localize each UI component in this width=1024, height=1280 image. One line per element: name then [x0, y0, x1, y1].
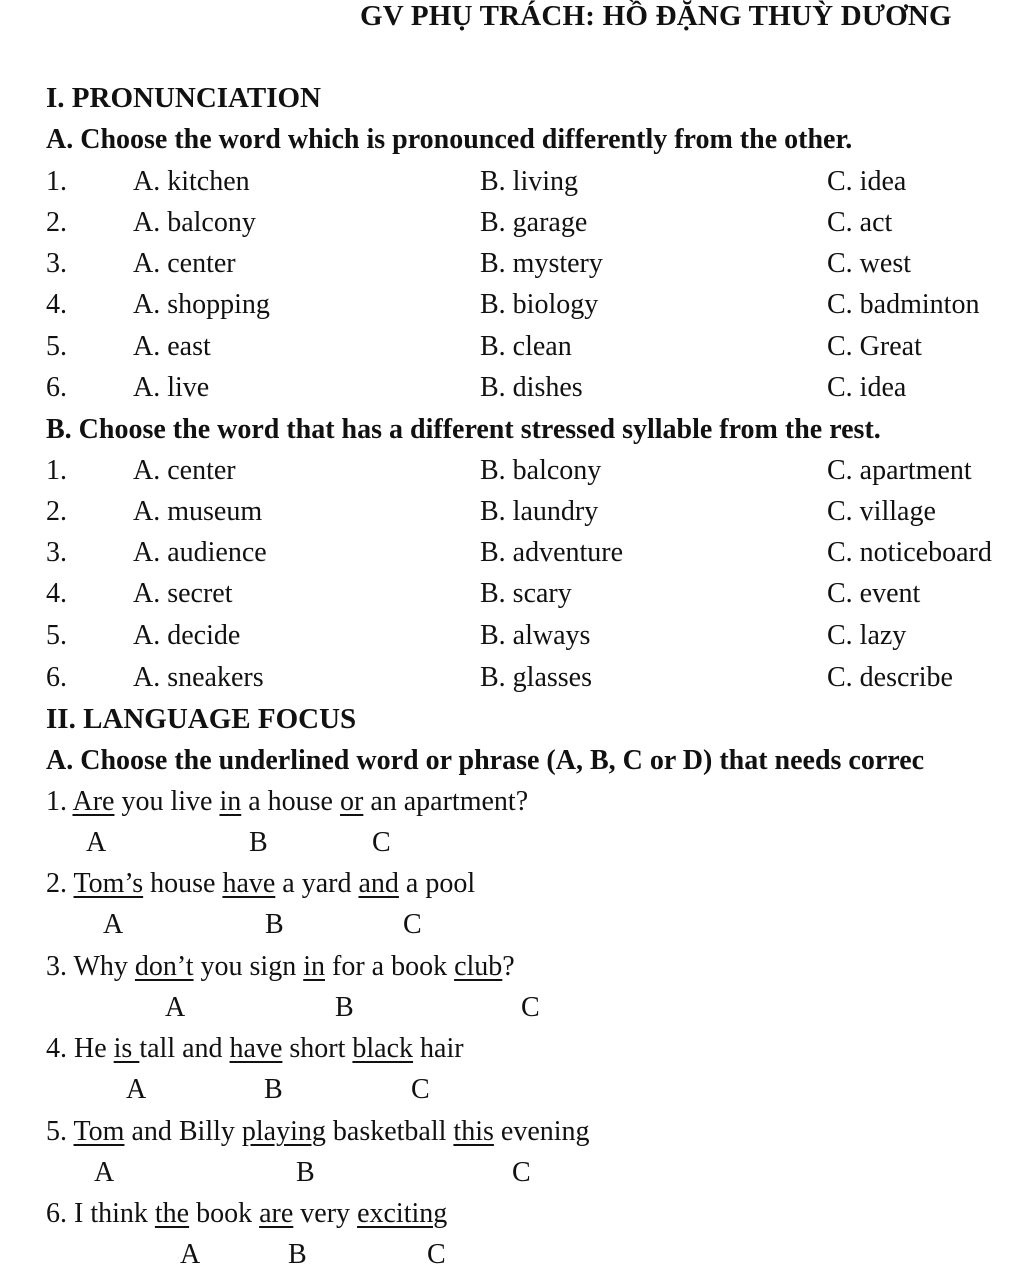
option-b: B. mystery — [480, 248, 603, 279]
option-b: B. scary — [480, 578, 572, 609]
underlined-option-c: club — [454, 951, 503, 982]
sentence-text: house — [143, 868, 223, 899]
row-number: 3. — [46, 537, 67, 568]
option-c: C. event — [827, 578, 921, 609]
label-b: B — [335, 992, 354, 1023]
underlined-option-a: Tom’s — [73, 868, 144, 899]
label-c: C — [411, 1074, 430, 1105]
error-sentence-3 — [46, 953, 515, 981]
sentence-text: 1. — [46, 786, 73, 817]
label-c: C — [403, 909, 422, 940]
option-b: B. balcony — [480, 455, 602, 486]
row-number: 4. — [46, 578, 67, 609]
row-number: 5. — [46, 331, 67, 362]
sentence-text: evening — [493, 1116, 590, 1147]
option-a: A. center — [133, 455, 236, 486]
underlined-option-b: in — [303, 951, 325, 982]
sentence-text: a yard — [275, 868, 359, 899]
option-b: B. laundry — [480, 496, 599, 527]
section-title-language-focus: II. LANGUAGE FOCUS — [46, 703, 357, 735]
option-b: B. living — [480, 166, 579, 197]
underlined-option-a: the — [154, 1198, 190, 1229]
underlined-option-b: have — [222, 868, 276, 899]
option-a: A. center — [133, 248, 236, 279]
sentence-text: an apartment? — [363, 786, 529, 817]
label-a: A — [103, 909, 124, 940]
error-sentence-6 — [46, 1200, 447, 1228]
row-number: 6. — [46, 372, 67, 403]
label-c: C — [521, 992, 540, 1023]
underlined-option-b: have — [229, 1033, 283, 1064]
option-c: C. noticeboard — [827, 537, 992, 568]
sentence-text: basketball — [325, 1116, 454, 1147]
option-c: C. village — [827, 496, 936, 527]
label-b: B — [264, 1074, 283, 1105]
option-a: A. kitchen — [133, 166, 250, 197]
sentence-text: you live — [114, 786, 220, 817]
option-c: C. idea — [827, 166, 907, 197]
underlined-option-c: and — [358, 868, 399, 899]
label-b: B — [296, 1157, 315, 1188]
option-c: C. lazy — [827, 620, 907, 651]
underlined-option-b: in — [219, 786, 242, 817]
label-c: C — [512, 1157, 531, 1188]
underlined-option-a: don’t — [134, 951, 194, 982]
sentence-text: very — [293, 1198, 358, 1229]
option-a: A. live — [133, 372, 210, 403]
row-number: 1. — [46, 166, 67, 197]
option-b: B. always — [480, 620, 591, 651]
option-c: C. idea — [827, 372, 907, 403]
option-c: C. Great — [827, 331, 922, 362]
label-a: A — [94, 1157, 115, 1188]
sentence-text: 2. — [46, 868, 74, 899]
page-header: GV PHỤ TRÁCH: HỒ ĐẶNG THUỲ DƯƠNG — [360, 0, 952, 32]
sentence-text: 3. Why — [46, 951, 135, 982]
sentence-text: for a book — [325, 951, 455, 982]
error-sentence-2 — [46, 870, 475, 898]
sentence-text: a pool — [398, 868, 476, 899]
section-title-pronunciation: I. PRONUNCIATION — [46, 82, 321, 114]
option-a: A. balcony — [133, 207, 256, 238]
option-c: C. badminton — [827, 289, 980, 320]
option-b: B. glasses — [480, 662, 592, 693]
underlined-option-c: exciting — [357, 1198, 448, 1229]
label-c: C — [372, 827, 391, 858]
row-number: 3. — [46, 248, 67, 279]
sentence-text: 5. — [46, 1116, 74, 1147]
row-number: 6. — [46, 662, 67, 693]
label-a: A — [165, 992, 186, 1023]
sentence-text: and Billy — [124, 1116, 242, 1147]
option-c: C. apartment — [827, 455, 972, 486]
underlined-option-c: or — [340, 786, 364, 817]
underlined-option-a: Tom — [73, 1116, 125, 1147]
option-a: A. museum — [133, 496, 263, 527]
sentence-text: short — [282, 1033, 353, 1064]
underlined-option-a: Are — [72, 786, 115, 817]
row-number: 2. — [46, 496, 67, 527]
instruction-2a: A. Choose the underlined word or phrase (A, B, C or D) that needs correc — [46, 745, 925, 776]
row-number: 2. — [46, 207, 67, 238]
error-sentence-4 — [46, 1035, 464, 1063]
sentence-text: book — [189, 1198, 260, 1229]
underlined-option-a: is — [113, 1033, 140, 1064]
label-a: A — [126, 1074, 147, 1105]
option-b: B. adventure — [480, 537, 624, 568]
underlined-option-c: black — [352, 1033, 414, 1064]
sentence-text: 6. I think — [46, 1198, 155, 1229]
row-number: 5. — [46, 620, 67, 651]
label-c: C — [427, 1239, 446, 1270]
row-number: 4. — [46, 289, 67, 320]
label-b: B — [249, 827, 268, 858]
sentence-text: ? — [502, 951, 515, 982]
option-a: A. audience — [133, 537, 267, 568]
option-a: A. decide — [133, 620, 241, 651]
sentence-text: a house — [241, 786, 340, 817]
instruction-1a: A. Choose the word which is pronounced differently from the other. — [46, 124, 853, 155]
label-b: B — [265, 909, 284, 940]
error-sentence-5 — [46, 1118, 590, 1146]
option-a: A. shopping — [133, 289, 270, 320]
label-a: A — [180, 1239, 201, 1270]
option-a: A. secret — [133, 578, 233, 609]
underlined-option-b: playing — [241, 1116, 326, 1147]
sentence-text: hair — [413, 1033, 464, 1064]
option-c: C. act — [827, 207, 893, 238]
option-a: A. east — [133, 331, 211, 362]
option-b: B. clean — [480, 331, 572, 362]
sentence-text: 4. He — [46, 1033, 114, 1064]
option-b: B. biology — [480, 289, 599, 320]
option-b: B. dishes — [480, 372, 583, 403]
option-c: C. west — [827, 248, 911, 279]
sentence-text: you sign — [193, 951, 304, 982]
sentence-text: tall and — [139, 1033, 230, 1064]
row-number: 1. — [46, 455, 67, 486]
underlined-option-b: are — [259, 1198, 294, 1229]
option-a: A. sneakers — [133, 662, 264, 693]
error-sentence-1 — [46, 788, 528, 816]
option-c: C. describe — [827, 662, 953, 693]
underlined-option-c: this — [453, 1116, 494, 1147]
option-b: B. garage — [480, 207, 588, 238]
instruction-1b: B. Choose the word that has a different stressed syllable from the rest. — [46, 414, 881, 445]
label-a: A — [86, 827, 107, 858]
label-b: B — [288, 1239, 307, 1270]
